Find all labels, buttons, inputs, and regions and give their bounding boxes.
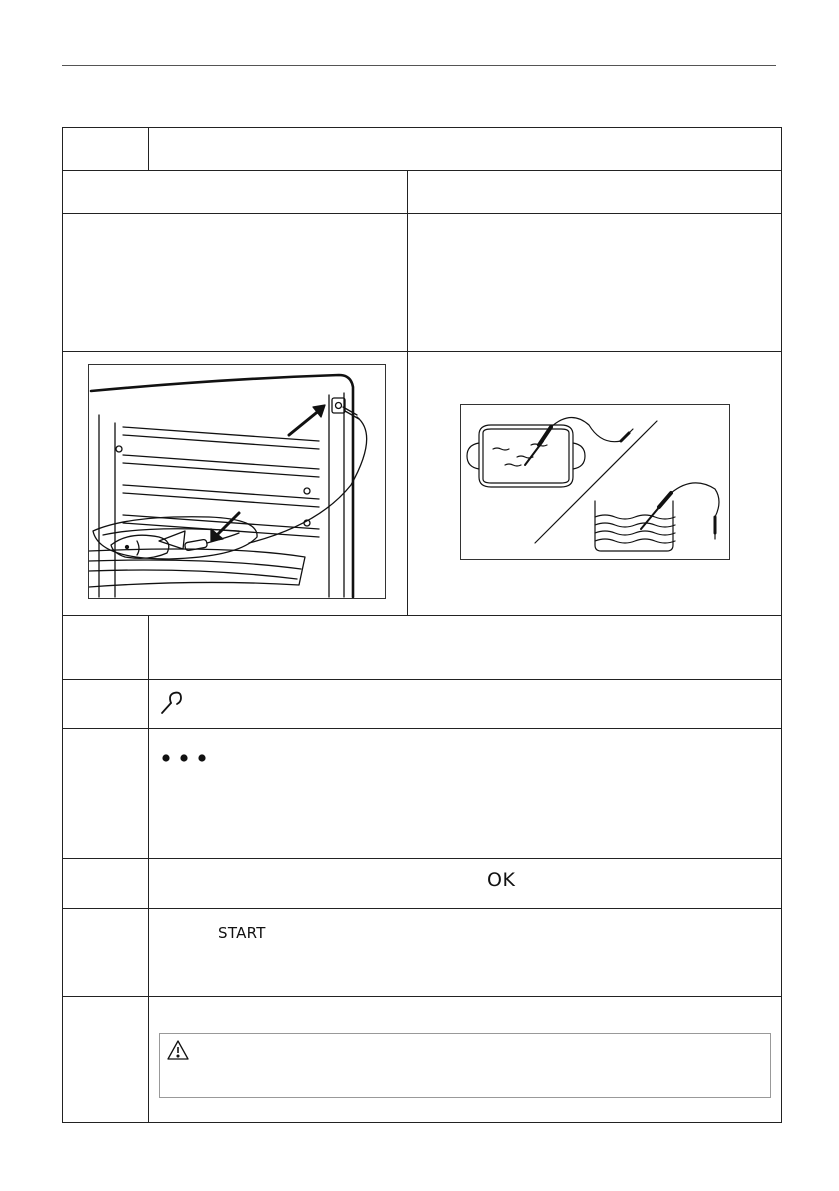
oven-probe-illustration bbox=[88, 364, 386, 599]
row-divider bbox=[63, 858, 781, 859]
ok-key-label: OK bbox=[487, 869, 516, 891]
row-divider bbox=[63, 728, 781, 729]
warning-box bbox=[159, 1033, 771, 1098]
row-divider bbox=[63, 908, 781, 909]
row-divider bbox=[63, 615, 781, 616]
instruction-table bbox=[62, 127, 782, 1123]
row-divider bbox=[63, 170, 781, 171]
row-divider bbox=[63, 679, 781, 680]
column-divider bbox=[148, 615, 149, 1122]
row-divider bbox=[63, 213, 781, 214]
start-key-label: START bbox=[218, 924, 266, 942]
column-divider bbox=[148, 128, 149, 170]
row-divider bbox=[63, 351, 781, 352]
three-dots-icon bbox=[160, 749, 212, 761]
column-divider bbox=[407, 170, 408, 615]
meat-probe-icon bbox=[160, 691, 186, 715]
probe-in-liquid-illustration bbox=[460, 404, 730, 560]
row-divider bbox=[63, 996, 781, 997]
warning-triangle-icon bbox=[166, 1039, 190, 1061]
header-rule bbox=[62, 65, 776, 66]
